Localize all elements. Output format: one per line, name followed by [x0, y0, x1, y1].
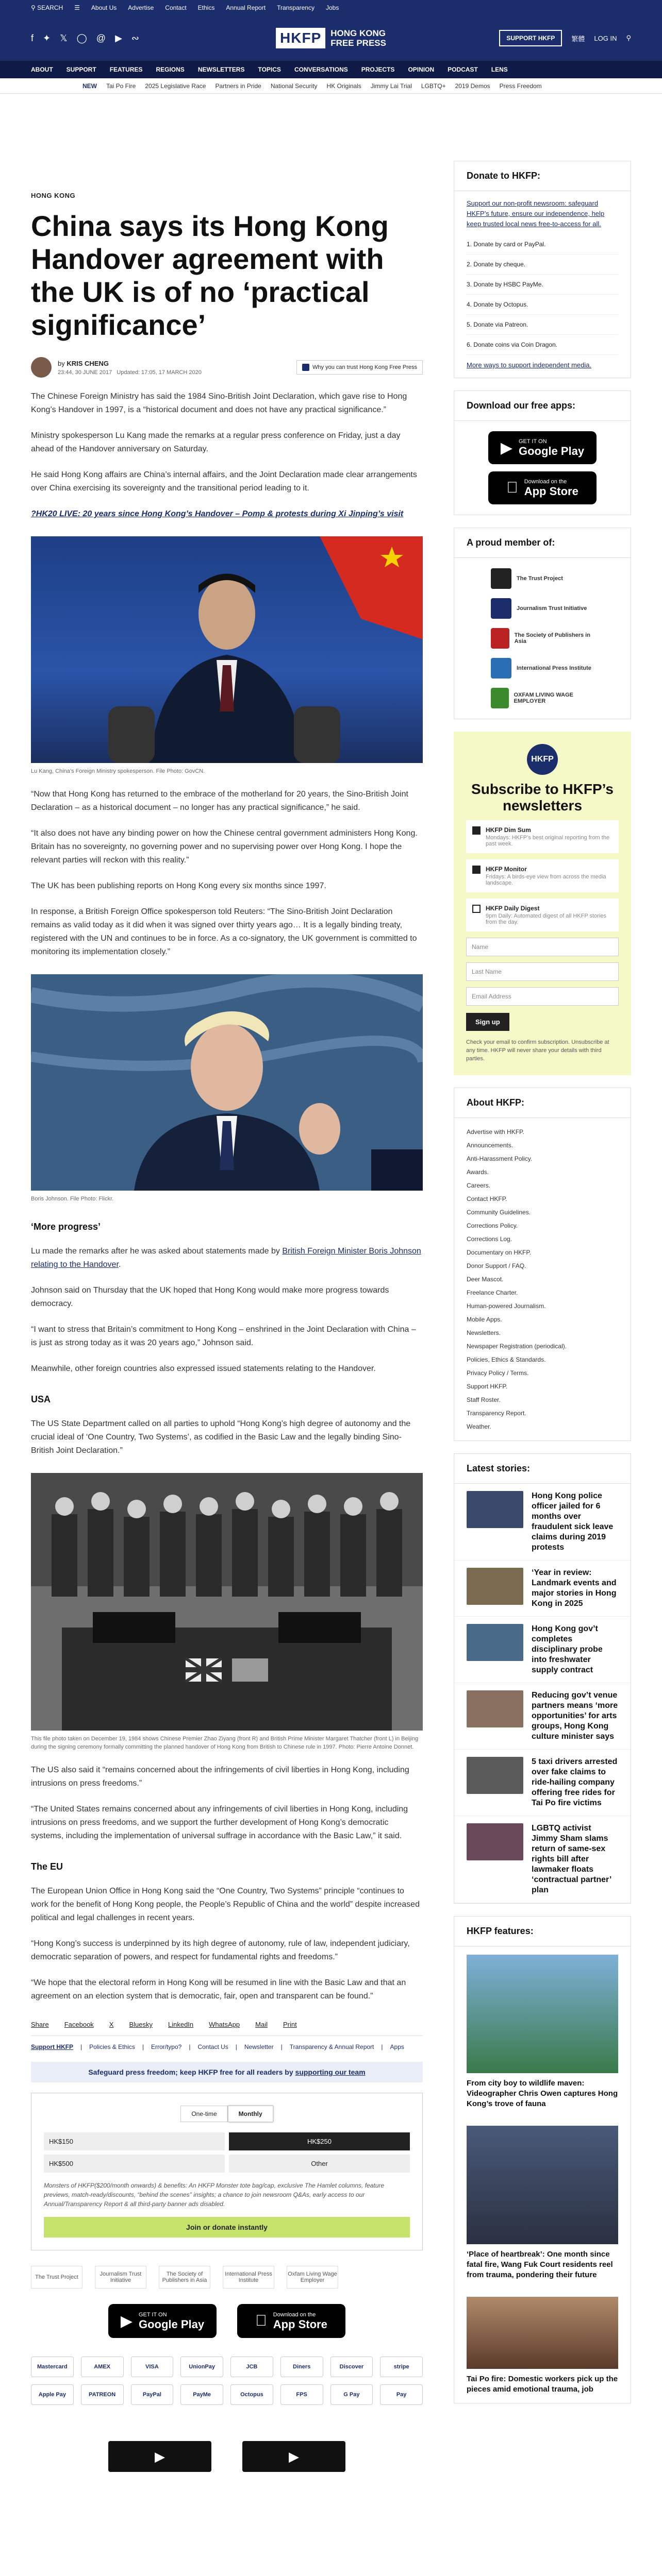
features-box — [454, 1916, 631, 2403]
nav-topics[interactable]: TOPICS — [258, 66, 281, 73]
about-link[interactable]: Announcements. — [467, 1142, 514, 1149]
story-title: Hong Kong police officer jailed for 6 months over fraudulent sick leave claims during 2019 protests — [532, 1492, 614, 1552]
paragraph: The European Union Office in Hong Kong said the “One Country, Two Systems” principle “continues to work for the benefit of Hong Kong people, the People’s Republic of China and the world” despite increased political and legal challenges in recent years. — [31, 1887, 420, 1922]
amount-other[interactable]: Other — [229, 2155, 410, 2173]
brand-header — [0, 15, 662, 61]
trending-label: NEW — [82, 82, 97, 90]
youtube-icon[interactable]: ▶ — [115, 32, 122, 43]
signup-button[interactable]: Sign up — [466, 1013, 509, 1031]
newsletter-desc: 9pm Daily: Automated digest of all HKFP stories from the day. — [486, 913, 606, 925]
member-heading: A proud member of: — [454, 528, 631, 558]
payment-discover-icon: Discover — [330, 2357, 373, 2377]
google-play-badge[interactable] — [108, 2304, 217, 2338]
checkbox-checked[interactable] — [472, 826, 481, 835]
trending-item[interactable]: HK Originals — [326, 82, 361, 90]
byline — [31, 357, 423, 378]
error-typo-link[interactable]: Error/typo? — [151, 2043, 182, 2050]
one-time-tab[interactable]: One-time — [180, 2106, 227, 2122]
frequency-toggle — [44, 2106, 410, 2122]
jti-icon — [491, 598, 511, 619]
paragraph: “I want to stress that Britain’s commitment to Hong Kong – enshrined in the Joint Declaration with China – is just as strong today as it was 20 years ago,” Johnson said. — [31, 1325, 416, 1347]
story-item[interactable] — [454, 1750, 631, 1816]
menu-icon[interactable]: ☰ — [74, 4, 80, 11]
about-link[interactable]: Support HKFP. — [467, 1383, 508, 1390]
payment-paypal-icon: PayPal — [131, 2384, 174, 2405]
subheading: USA — [31, 1394, 51, 1404]
paragraph — [31, 1245, 423, 1272]
paragraph: “Now that Hong Kong has returned to the embrace of the motherland for 20 years, the Sino-British Joint Declaration – as a historical document – no longer has any practical significance,” he said. — [31, 790, 408, 812]
share-mail[interactable]: Mail — [255, 2021, 268, 2028]
share-facebook[interactable]: Facebook — [64, 2021, 94, 2028]
apps-box — [454, 391, 631, 515]
more-ways-link[interactable]: More ways to support independent media. — [467, 361, 592, 369]
newsletter-name: HKFP Dim Sum — [486, 826, 531, 834]
facebook-icon[interactable]: f — [31, 32, 34, 43]
donation-widget — [31, 2093, 423, 2250]
latest-heading: Latest stories: — [454, 1454, 631, 1484]
article-footer-links: Support HKFP | Policies & Ethics | Error/typo? | Contact Us | Newsletter | Transparency & Annual Report | Apps — [31, 2043, 404, 2050]
share-print[interactable]: Print — [283, 2021, 297, 2028]
threads-icon[interactable]: @ — [96, 32, 106, 43]
amount-option[interactable]: HK$150 — [44, 2132, 225, 2150]
support-hkfp-button[interactable]: SUPPORT HKFP — [499, 30, 562, 46]
member-name: International Press Institute — [517, 665, 591, 671]
logo-line-2: FREE PRESS — [330, 38, 386, 48]
share-bluesky[interactable]: Bluesky — [129, 2021, 153, 2028]
paragraph: Johnson said on Thursday that the UK hoped that Hong Kong would make more progress towards democracy. — [31, 1286, 389, 1308]
payment-diners-icon: Diners — [280, 2357, 323, 2377]
top-utility-bar — [0, 0, 662, 15]
about-link[interactable]: Community Guidelines. — [467, 1209, 531, 1216]
payment-mastercard-icon: Mastercard — [31, 2357, 74, 2377]
feature-item[interactable] — [454, 2289, 631, 2403]
newsletter-name: HKFP Daily Digest — [486, 905, 540, 912]
nav-podcast[interactable]: PODCAST — [448, 66, 478, 73]
trust-project-icon — [491, 568, 511, 589]
payment-payme-icon: PayMe — [180, 2384, 223, 2405]
play-icon: ▶ — [155, 2448, 165, 2464]
email-field[interactable]: Email Address — [466, 987, 619, 1006]
newsletter-option[interactable] — [466, 820, 619, 853]
safeguard-banner — [31, 2062, 423, 2082]
boris-johnson-illustration — [31, 974, 423, 1191]
story-item[interactable] — [454, 1561, 631, 1617]
feature-title: ‘Place of heartbreak’: One month since fatal fire, Wang Fuk Court residents reel from trauma, pondering their future — [467, 2250, 613, 2279]
story-thumbnail — [467, 1757, 523, 1794]
author-avatar — [31, 357, 52, 378]
share-linkedin[interactable]: LinkedIn — [168, 2021, 194, 2028]
lu-kang-photo — [31, 536, 423, 763]
logo-text — [330, 28, 386, 48]
badge-small-text: Download on the — [518, 479, 561, 485]
x-icon[interactable]: 𝕏 — [60, 32, 68, 43]
jti-logo[interactable] — [491, 598, 594, 619]
trending-item[interactable]: Press Freedom — [499, 82, 542, 90]
amount-option-selected[interactable]: HK$250 — [229, 2132, 410, 2150]
member-logos-row — [31, 2266, 423, 2289]
contact-link[interactable]: Contact — [165, 4, 187, 11]
author-name[interactable]: KRIS CHENG — [67, 359, 109, 367]
about-link[interactable]: Anti-Harassment Policy. — [467, 1155, 533, 1162]
story-title: Reducing gov’t venue partners means ‘more opportunities’ for arts groups, Hong Kong culture minister says — [532, 1691, 618, 1741]
main-nav — [0, 61, 662, 78]
paragraph: “We hope that the electoral reform in Hong Kong will be resumed in line with the Basic Law and that an agreement on an election system that is democratic, fair, open and transparent can be found.” — [31, 1978, 406, 2001]
paragraph: Meanwhile, other foreign countries also expressed issued statements relating to the Handover. — [31, 1364, 376, 1373]
paragraph: In response, a British Foreign Office spokesperson told Reuters: “The Sino-British Joint Declaration remains as valid today as it did when it was signed over thirty years ago… It is a legally binding treaty, registered with the UN and continues to be in force. As a co-signatory, the UK government is committed to monitoring its implementation closely.” — [31, 907, 417, 956]
lu-kang-illustration — [31, 536, 423, 763]
payment-unionpay-icon: UnionPay — [180, 2357, 223, 2377]
trust-label: Why you can trust Hong Kong Free Press — [312, 364, 417, 370]
apps-heading: Download our free apps: — [454, 391, 631, 421]
about-link[interactable]: Newspaper Registration (periodical). — [467, 1343, 567, 1350]
latest-stories-box — [454, 1453, 631, 1904]
badge-big-text: Google Play — [518, 445, 585, 457]
member-box — [454, 528, 631, 719]
newsletter-heading: Subscribe to HKFP’s newsletters — [471, 781, 614, 814]
paragraph: Ministry spokesperson Lu Kang made the remarks at a regular press conference on Friday, just a day ahead of the Handover anniversary on Saturday. — [31, 431, 401, 453]
article-column — [31, 94, 423, 2472]
about-link[interactable]: Corrections Policy. — [467, 1222, 518, 1229]
jobs-link[interactable]: Jobs — [325, 4, 339, 11]
donate-list — [467, 234, 618, 355]
apple-icon — [506, 479, 518, 497]
logo-mark: HKFP — [276, 28, 325, 48]
share-x[interactable]: X — [109, 2021, 114, 2028]
logo-line-1: HONG KONG — [330, 28, 386, 38]
search-icon[interactable]: ⚲ — [626, 34, 631, 42]
badge-big-text: App Store — [518, 485, 573, 498]
photo-caption: Boris Johnson. File Photo: Flickr. — [31, 1196, 114, 1202]
nav-lens[interactable]: LENS — [491, 66, 508, 73]
last-name-field[interactable]: Last Name — [466, 962, 619, 981]
payment-gpay-icon: G Pay — [330, 2384, 373, 2405]
checkbox-unchecked[interactable] — [472, 905, 481, 913]
story-thumbnail — [467, 1491, 523, 1528]
paragraph: The Chinese Foreign Ministry has said the 1984 Sino-British Joint Declaration, which gave rise to Hong Kong’s Handover in 1997, is a “historical document and does not have any practical significance.” — [31, 392, 407, 414]
rss-icon[interactable]: ∾ — [131, 32, 139, 43]
search-link[interactable]: ⚲ SEARCH — [31, 4, 63, 11]
about-link[interactable]: Mobile Apps. — [467, 1316, 502, 1323]
badge-small-text: GET IT ON — [138, 2312, 167, 2318]
about-link[interactable]: Documentary on HKFP. — [467, 1249, 532, 1256]
monthly-tab[interactable]: Monthly — [228, 2106, 273, 2122]
paragraph-text: Lu made the remarks after he was asked about statements made by — [31, 1247, 283, 1256]
about-link[interactable]: Donor Support / FAQ. — [467, 1262, 526, 1269]
newsletter-box — [454, 732, 631, 1075]
updated-date: Updated: 17:05, 17 MARCH 2020 — [117, 369, 202, 376]
amount-option[interactable]: HK$500 — [44, 2155, 225, 2173]
by-label: by — [58, 359, 65, 367]
payment-amex-icon: AMEX — [81, 2357, 124, 2377]
login-link[interactable]: LOG IN — [594, 34, 617, 42]
trending-item[interactable]: Partners in Pride — [215, 82, 261, 90]
feature-image — [467, 2126, 618, 2244]
nav-newsletters[interactable]: NEWSLETTERS — [197, 66, 245, 73]
nav-support[interactable]: SUPPORT — [66, 66, 96, 73]
donate-option[interactable]: 3. Donate by HSBC PayMe. — [467, 275, 618, 295]
nav-opinion[interactable]: OPINION — [408, 66, 435, 73]
share-label: Share — [31, 2021, 49, 2028]
donate-box — [454, 161, 631, 378]
story-item[interactable] — [454, 1617, 631, 1683]
about-link[interactable]: Deer Mascot. — [467, 1276, 504, 1283]
story-thumbnail — [467, 1823, 523, 1860]
subheading: ‘More progress’ — [31, 1222, 101, 1232]
about-link[interactable]: Staff Roster. — [467, 1396, 501, 1403]
about-link[interactable]: Human-powered Journalism. — [467, 1302, 546, 1310]
checkbox-checked[interactable] — [472, 866, 481, 874]
member-name: The Society of Publishers in Asia — [514, 632, 590, 645]
about-link[interactable]: Contact HKFP. — [467, 1195, 507, 1202]
badge-small-text: Download on the — [267, 2312, 310, 2318]
video-row — [31, 2441, 423, 2472]
nav-conversations[interactable]: CONVERSATIONS — [294, 66, 348, 73]
ipi-icon — [491, 658, 511, 679]
donate-option[interactable]: 5. Donate via Patreon. — [467, 315, 618, 335]
features-heading: HKFP features: — [454, 1917, 631, 1946]
jti-logo[interactable]: Journalism Trust Initiative — [95, 2266, 146, 2289]
story-title: 5 taxi drivers arrested over fake claims to ride-hailing company offering free rides for Tai Po fire victims — [532, 1757, 618, 1807]
member-name: The Trust Project — [517, 575, 563, 582]
video-player[interactable] — [108, 2441, 211, 2472]
feature-image — [467, 1955, 618, 2073]
about-link[interactable]: Policies, Ethics & Standards. — [467, 1356, 546, 1363]
about-link[interactable]: Transparency Report. — [467, 1410, 526, 1417]
payment-visa-icon: VISA — [131, 2357, 174, 2377]
payment-pay-icon: Pay — [380, 2384, 423, 2405]
paragraph: The US State Department called on all parties to uphold “Hong Kong’s high degree of autonomy and the crucial ideal of ‘One Country, Two Systems’, as codified in the Basic Law and the legally binding Sino-British Joint Declaration.” — [31, 1419, 411, 1455]
about-link[interactable]: Awards. — [467, 1168, 489, 1176]
trending-item[interactable]: LGBTQ+ — [421, 82, 446, 90]
trending-item[interactable]: 2019 Demos — [455, 82, 490, 90]
social-icons — [31, 33, 139, 44]
donate-heading: Donate to HKFP: — [454, 161, 631, 191]
transparency-link[interactable]: Transparency — [277, 4, 315, 11]
boris-johnson-photo — [31, 974, 423, 1191]
boris-johnson-link[interactable]: British Foreign Minister Boris Johnson relating to the Handover — [31, 1247, 421, 1269]
bluesky-icon[interactable]: ✦ — [43, 32, 51, 43]
subheading: The EU — [31, 1861, 63, 1872]
hkfp-badge: HKFP — [527, 744, 558, 775]
payment-applepay-icon: Apple Pay — [31, 2384, 74, 2405]
feature-item[interactable] — [454, 1946, 631, 2117]
about-box — [454, 1088, 631, 1441]
story-title: Hong Kong gov’t completes disciplinary probe into freshwater supply contract — [532, 1624, 603, 1674]
story-title: ‘Year in review: Landmark events and major stories in Hong Kong in 2025 — [532, 1568, 617, 1608]
paragraph-text: . — [118, 1260, 121, 1269]
donate-option[interactable]: 1. Donate by card or PayPal. — [467, 234, 618, 255]
story-thumbnail — [467, 1690, 523, 1727]
live-coverage-link[interactable]: ?HK20 LIVE: 20 years since Hong Kong’s Handover – Pomp & protests during Xi Jinping’s visit — [31, 510, 404, 518]
policies-link[interactable]: Policies & Ethics — [89, 2043, 135, 2050]
support-hkfp-link[interactable]: Support HKFP — [31, 2043, 73, 2050]
language-link[interactable]: 繁體 — [571, 35, 585, 43]
about-link[interactable]: Privacy Policy / Terms. — [467, 1369, 529, 1377]
benefit-text: Monsters of HKFP($200/month onwards) & benefits: An HKFP Monster tote bag/cap, exclusive The Hamlet columns, feature previews, match-ready/discounts, “behind the scenes” insights; a chance to join newsroom Q&As, early access to our Annual/Transparency Report & all third-party banner ads disabled. — [44, 2182, 385, 2208]
payment-octopus-icon: Octopus — [230, 2384, 273, 2405]
publish-date: 23:44, 30 JUNE 2017 — [58, 369, 112, 376]
oxfam-logo[interactable]: Oxfam Living Wage Employer — [287, 2266, 338, 2289]
app-badges — [31, 2304, 423, 2338]
newsletter-desc: Fridays: A birds-eye view from across the media landscape. — [486, 874, 606, 886]
paragraph: The UK has been publishing reports on Hong Kong every six months since 1997. — [31, 882, 326, 890]
feature-image — [467, 2297, 618, 2369]
paragraph: “The United States remains concerned about any infringements of civil liberties in Hong Kong, including intrusions on press freedoms, and we support the further development of Hong Kong’s democratic systems, including the implementation of universal suffrage in accordance with the Basic Law,” it said. — [31, 1805, 408, 1840]
signing-ceremony-photo — [31, 1473, 423, 1731]
paragraph: “It also does not have any binding power on how the Chinese central government administers Hong Kong. Britain has no sovereignty, no governing power and no supervising power over Hong Kong. I hope the relevant parties will reckon with this reality.” — [31, 829, 418, 865]
sopa-logo[interactable]: The Society of Publishers in Asia — [159, 2266, 210, 2289]
paragraph: The US also said it “remains concerned about the infringements of civil liberties in Hong Kong, including intrusions on press freedoms.” — [31, 1766, 409, 1788]
google-play-icon: ▶ — [120, 2312, 133, 2330]
donate-option[interactable]: 4. Donate by Octopus. — [467, 295, 618, 315]
share-whatsapp[interactable]: WhatsApp — [209, 2021, 240, 2028]
app-store-badge[interactable] — [237, 2304, 345, 2338]
about-link[interactable]: Newsletters. — [467, 1329, 501, 1336]
member-name: OXFAM LIVING WAGE EMPLOYER — [514, 692, 574, 704]
play-icon: ▶ — [289, 2448, 299, 2464]
oxfam-icon — [491, 688, 509, 708]
about-link[interactable]: Corrections Log. — [467, 1235, 512, 1243]
nav-projects[interactable]: PROJECTS — [361, 66, 395, 73]
donate-option[interactable]: 2. Donate by cheque. — [467, 255, 618, 275]
feature-item[interactable] — [454, 2117, 631, 2289]
story-item[interactable] — [454, 1484, 631, 1561]
trending-item[interactable]: 2025 Legislative Race — [145, 82, 206, 90]
payment-methods — [31, 2357, 423, 2405]
oxfam-logo[interactable] — [491, 688, 594, 708]
paragraph: “Hong Kong’s success is underpinned by its high degree of autonomy, rule of law, independent judiciary, democratic separation of powers, and respect for fundamental rights and freedoms.” — [31, 1939, 410, 1961]
ethics-link[interactable]: Ethics — [197, 4, 215, 11]
payment-jcb-icon: JCB — [230, 2357, 273, 2377]
trust-project-logo[interactable]: The Trust Project — [31, 2266, 82, 2289]
article-title: China says its Hong Kong Handover agreement with the UK is of no ‘practical significance’ — [31, 210, 389, 341]
donate-option[interactable]: 6. Donate coins via Coin Dragon. — [467, 335, 618, 355]
paragraph: He said Hong Kong affairs are China’s internal affairs, and the Joint Declaration made clear arrangements over China exercising its sovereignty and the transitional period leading to it. — [31, 470, 417, 493]
sidebar — [454, 94, 631, 2472]
about-link[interactable]: Advertise with HKFP. — [467, 1128, 524, 1136]
newsletter-link[interactable]: Newsletter — [244, 2043, 274, 2050]
nav-features[interactable]: FEATURES — [109, 66, 143, 73]
sopa-icon — [491, 628, 509, 649]
trending-bar — [0, 78, 662, 94]
member-name: Journalism Trust Initiative — [517, 605, 587, 612]
apple-icon — [255, 2312, 267, 2330]
about-link[interactable]: Careers. — [467, 1182, 491, 1189]
contact-us-link[interactable]: Contact Us — [197, 2043, 228, 2050]
about-link[interactable]: Freelance Charter. — [467, 1289, 518, 1296]
trust-project-logo[interactable] — [491, 568, 594, 589]
story-item[interactable] — [454, 1816, 631, 1903]
trending-item[interactable]: Tai Po Fire — [106, 82, 136, 90]
donate-intro[interactable]: Support our non-profit newsroom: safeguard HKFP’s future, ensure our independence, help keep trusted local news free-to-access for all. — [467, 199, 605, 228]
advertise-link[interactable]: Advertise — [128, 4, 154, 11]
story-item[interactable] — [454, 1683, 631, 1750]
newsletter-option[interactable] — [466, 859, 619, 892]
trust-link[interactable] — [296, 360, 423, 375]
article-category[interactable]: HONG KONG — [31, 192, 76, 199]
newsletter-desc: Mondays: HKFP’s best original reporting from the past week. — [486, 835, 610, 847]
payment-stripe-icon: stripe — [380, 2357, 423, 2377]
story-title: LGBTQ activist Jimmy Sham slams return of same-sex rights bill after lawmaker floats ‘contractual partner’ plan — [532, 1824, 611, 1894]
photo-caption: Lu Kang, China’s Foreign Ministry spokesperson. File Photo: GovCN. — [31, 768, 205, 774]
join-donate-button[interactable]: Join or donate instantly — [44, 2217, 410, 2238]
about-link[interactable]: About Us — [91, 4, 117, 11]
share-bar — [31, 2021, 423, 2036]
site-logo[interactable] — [276, 28, 386, 48]
story-thumbnail — [467, 1624, 523, 1661]
badge-big-text: Google Play — [138, 2318, 205, 2331]
name-field[interactable]: Name — [466, 938, 619, 956]
ipi-logo[interactable] — [491, 658, 594, 679]
signing-ceremony-illustration — [31, 1473, 423, 1731]
google-play-icon: ▶ — [500, 439, 512, 456]
story-thumbnail — [467, 1568, 523, 1605]
support-team-link[interactable]: supporting our team — [295, 2068, 366, 2076]
trending-item[interactable]: National Security — [270, 82, 318, 90]
feature-title: From city boy to wildlife maven: Videographer Chris Owen captures Hong Kong’s trove of fauna — [467, 2079, 618, 2108]
sopa-logo[interactable] — [491, 628, 594, 649]
trust-project-icon — [302, 364, 309, 371]
about-heading: About HKFP: — [454, 1088, 631, 1118]
safeguard-text: Safeguard press freedom; keep HKFP free for all readers by — [88, 2068, 295, 2076]
app-store-badge[interactable] — [488, 471, 597, 504]
amount-options — [44, 2132, 410, 2173]
annual-report-link[interactable]: Annual Report — [226, 4, 266, 11]
badge-small-text: GET IT ON — [518, 438, 547, 445]
newsletter-name: HKFP Monitor — [486, 866, 527, 873]
instagram-icon[interactable]: ◯ — [76, 32, 87, 43]
transparency-report-link[interactable]: Transparency & Annual Report — [289, 2043, 374, 2050]
badge-big-text: App Store — [267, 2318, 322, 2331]
nav-regions[interactable]: REGIONS — [156, 66, 185, 73]
nav-about[interactable]: ABOUT — [31, 66, 53, 73]
newsletter-option[interactable] — [466, 899, 619, 931]
feature-title: Tai Po fire: Domestic workers pick up the pieces amid emotional trauma, job — [467, 2375, 618, 2394]
trending-item[interactable]: Jimmy Lai Trial — [370, 82, 412, 90]
payment-patreon-icon: PATREON — [81, 2384, 124, 2405]
photo-caption: This file photo taken on December 19, 1984 shows Chinese Premier Zhao Ziyang (front R) and British Prime Minister Margaret Thatcher (front L) in Beijing during the signing ceremony formally committing the planned handover of Hong Kong from British to Chinese rule in 1997. Photo: Pierre Antoine Donnet. — [31, 1736, 419, 1750]
google-play-badge[interactable] — [488, 431, 597, 464]
search-label: SEARCH — [37, 4, 63, 11]
newsletter-note: Check your email to confirm subscription. Unsubscribe at any time. HKFP will never share your details with third parties. — [466, 1039, 609, 1062]
video-player[interactable] — [242, 2441, 345, 2472]
ipi-logo[interactable]: International Press Institute — [223, 2266, 274, 2289]
about-link[interactable]: Weather. — [467, 1423, 491, 1430]
apps-link[interactable]: Apps — [390, 2043, 404, 2050]
payment-fps-icon: FPS — [280, 2384, 323, 2405]
